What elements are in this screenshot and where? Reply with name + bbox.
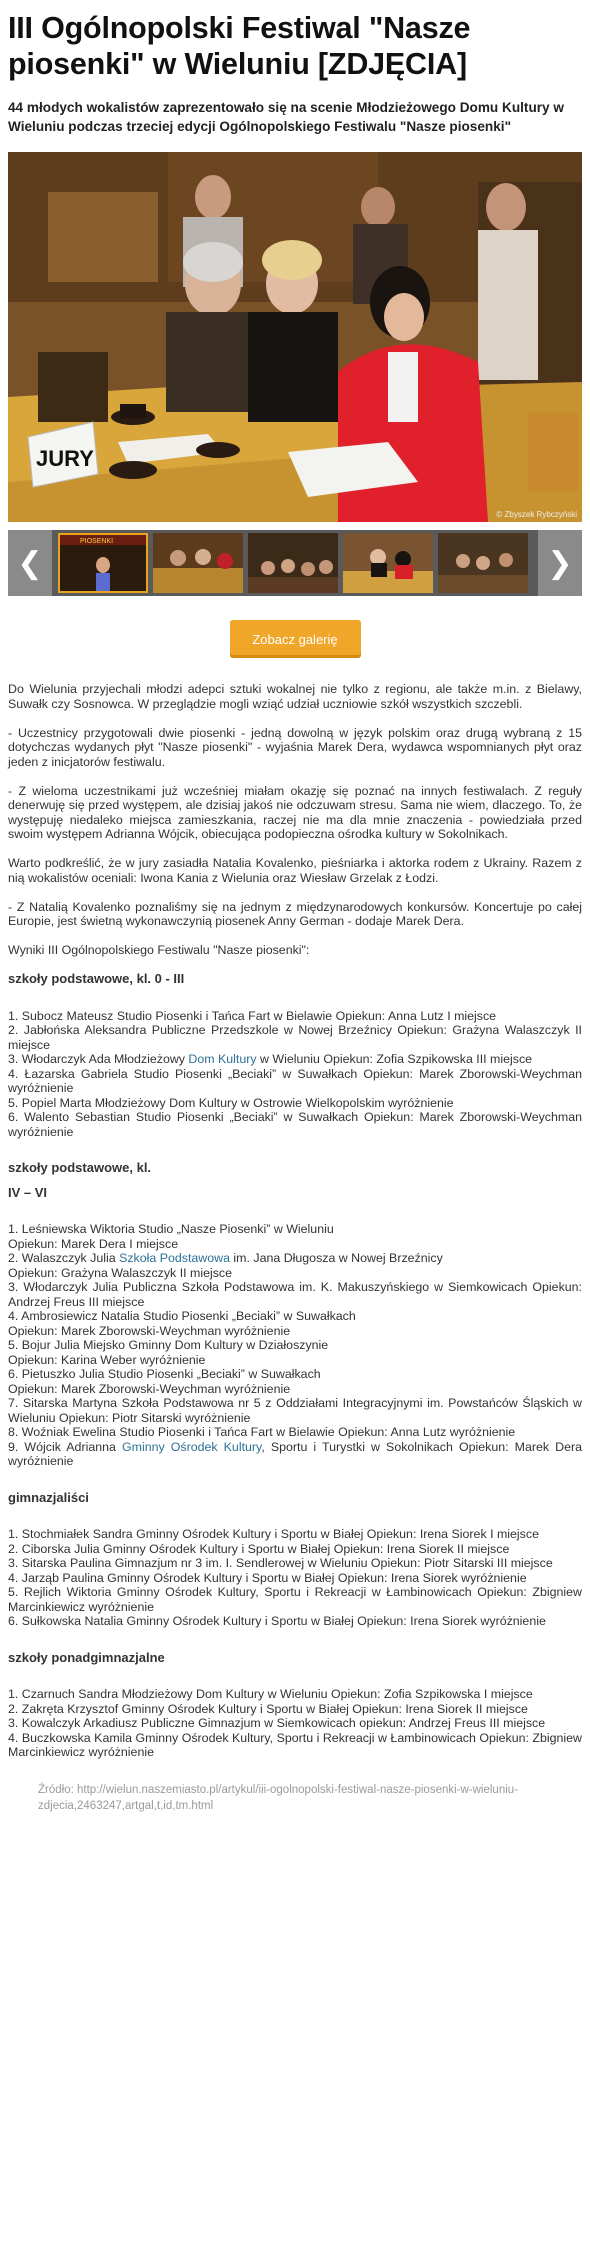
gallery-prev-button[interactable]	[8, 530, 52, 596]
inline-link[interactable]: Dom Kultury	[188, 1052, 257, 1066]
list-item-text: 4. Ambrosiewicz Natalia Studio Piosenki „Beciaki” w Suwałkach	[8, 1309, 356, 1323]
paragraph: - Z Natalią Kovalenko poznaliśmy się na jednym z międzynarodowych konkursów. Koncertuje po całej Europie, jest świetną wykonawczynią piosenek Anny German - dodaje Marek Dera.	[8, 899, 582, 928]
list-item	[8, 1052, 582, 1067]
gallery-thumbnail[interactable]	[343, 533, 433, 593]
gallery-thumbnail[interactable]	[58, 533, 148, 593]
list-item	[8, 1324, 582, 1339]
list-item	[8, 1382, 582, 1397]
inline-link[interactable]: Gminny Ośrodek Kultury	[121, 1439, 262, 1454]
list-item-text: 5. Bojur Julia Miejsko Gminny Dom Kultury w Działoszynie	[8, 1338, 329, 1352]
list-item-text: 9. Wójcik Adrianna	[8, 1439, 122, 1454]
list-item	[8, 1280, 582, 1309]
list-item-text: 4. Buczkowska Kamila Gminny Ośrodek Kultury, Sportu i Rekreacji w Łambinowicach Opiekun: Zbigniew Marcinkiewicz wyróżnienie	[8, 1730, 582, 1759]
list-item	[8, 1731, 582, 1760]
list-item	[8, 1096, 582, 1111]
list-item-text: 2. Zakręta Krzysztof Gminny Ośrodek Kultury i Sportu w Białej Opiekun: Irena Siorek II miejsce	[8, 1701, 528, 1716]
list-item-text: , Sportu i Turystki w Sokolnikach Opiekun: Marek Dera wyróżnienie	[8, 1439, 582, 1468]
gallery-thumbnail[interactable]	[248, 533, 338, 593]
list-item	[8, 1614, 582, 1629]
list-item-text: Opiekun: Marek Dera I miejsce	[8, 1236, 179, 1251]
list-item-text: 6. Walento Sebastian Studio Piosenki „Beciaki” w Suwałkach Opiekun: Marek Zborowski-Weychman wyróżnienie	[8, 1110, 582, 1139]
list-item-text: Opiekun: Marek Zborowski-Weychman wyróżnienie	[8, 1381, 291, 1396]
list-item-text: Opiekun: Marek Zborowski-Weychman wyróżnienie	[8, 1323, 291, 1338]
gallery-next-button[interactable]	[538, 530, 582, 596]
list-item-text: 4. Łazarska Gabriela Studio Piosenki „Beciaki” w Suwałkach Opiekun: Marek Zborowski-Weychman wyróżnienie	[8, 1066, 582, 1095]
list-item	[8, 1440, 582, 1469]
section-heading: gimnazjaliści	[8, 1489, 89, 1505]
list-item-text: 2. Walaszczyk Julia	[8, 1251, 120, 1265]
list-item	[8, 1023, 582, 1052]
list-item	[8, 1067, 582, 1096]
section-heading: szkoły podstawowe, kl. 0 - III	[8, 971, 185, 986]
list-item-text: 6. Sułkowska Natalia Gminny Ośrodek Kultury i Sportu w Białej Opiekun: Irena Siorek wyróżnienie	[8, 1614, 546, 1628]
list-item-text: 3. Kowalczyk Arkadiusz Publiczne Gimnazjum w Siemkowicach opiekun: Andrzej Freus III miejsce	[8, 1716, 546, 1730]
article-body	[8, 682, 582, 1760]
thumbnail-image	[248, 533, 338, 593]
list-item	[8, 1009, 582, 1024]
list-item	[8, 1353, 582, 1368]
list-item-text: w Wieluniu Opiekun: Zofia Szpikowska III miejsce	[256, 1052, 533, 1066]
list-item-text: 2. Ciborska Julia Gminny Ośrodek Kultury i Sportu w Białej Opiekun: Irena Siorek II miejsce	[8, 1541, 510, 1556]
paragraph: Warto podkreślić, że w jury zasiadła Natalia Kovalenko, pieśniarka i aktorka rodem z Ukrainy. Razem z nią wokalistów oceniali: Iwona Kania z Wielunia oraz Wiesław Grzelak z Łodzi.	[8, 856, 582, 885]
article-lead: 44 młodych wokalistów zaprezentowało się na scenie Młodzieżowego Domu Kultury w Wieluniu podczas trzeciej edycji Ogólnopolskiego Festiwalu "Nasze piosenki"	[8, 100, 564, 134]
view-gallery-button[interactable]: Zobacz galerię	[230, 620, 361, 658]
results-list	[8, 1009, 582, 1140]
chevron-left-icon: ❮	[17, 546, 43, 580]
gallery-button-row	[8, 596, 582, 682]
list-item	[8, 1425, 582, 1440]
thumbnail-strip	[8, 530, 582, 596]
list-item	[8, 1571, 582, 1586]
list-item-text: 6. Pietuszko Julia Studio Piosenki „Beciaki” w Suwałkach	[8, 1367, 321, 1381]
list-item-text: 3. Włodarczyk Ada Młodzieżowy	[8, 1052, 189, 1066]
paragraph: - Uczestnicy przygotowali dwie piosenki - jedną dowolną w język polskim oraz drugą wybraną z 15 dotychczas wydanych płyt "Nasze piosenki" - wyjaśnia Marek Dera, wydawca wspomnianych płyt oraz jeden z inicjatorów festiwalu.	[8, 725, 582, 769]
list-item-text: 5. Popiel Marta Młodzieżowy Dom Kultury w Ostrowie Wielkopolskim wyróżnienie	[8, 1095, 454, 1110]
list-item-text: 1. Leśniewska Wiktoria Studio „Nasze Piosenki” w Wieluniu	[8, 1222, 334, 1236]
paragraph: - Z wieloma uczestnikami już wcześniej miałam okazję się poznać na innych festiwalach. Z reguły denerwuję się przed występem, ale dzisiaj jakoś nie odczuwam stresu. Sama nie wiem, dlaczego. To, że występuję niedaleko miejsca zamieszkania, raczej nie ma dla mnie znaczenia - powiedziała przed swoim występem Adrianna Wójcik, obiecująca podopieczna ośrodka kultury w Sokolnikach.	[8, 783, 582, 841]
thumbnail-image	[343, 533, 433, 593]
photo-illustration	[8, 152, 582, 522]
gallery-thumbnail[interactable]	[438, 533, 528, 593]
paragraph: Wyniki III Ogólnopolskiego Festiwalu "Nasze piosenki":	[8, 943, 310, 957]
list-item	[8, 1266, 582, 1281]
thumbnail-image	[153, 533, 243, 593]
photo-credit: © Zbyszek Rybczyński	[496, 510, 577, 519]
list-item	[8, 1396, 582, 1425]
results-list	[8, 1527, 582, 1629]
list-item-text: im. Jana Długosza w Nowej Brzeźnicy	[229, 1251, 443, 1265]
list-item-text: 1. Subocz Mateusz Studio Piosenki i Tańca Fart w Bielawie Opiekun: Anna Lutz I miejsce	[8, 1008, 497, 1023]
list-item	[8, 1527, 582, 1542]
list-item-text: 8. Woźniak Ewelina Studio Piosenki i Tańca Fart w Bielawie Opiekun: Anna Lutz wyróżnienie	[8, 1425, 516, 1439]
thumbnail-image	[438, 533, 528, 593]
main-photo[interactable]	[8, 152, 582, 522]
chevron-right-icon: ❯	[547, 546, 573, 580]
list-item-text: 3. Włodarczyk Julia Publiczna Szkoła Podstawowa im. K. Makuszyńskiego w Siemkowicach Opiekun: Andrzej Freus III miejsce	[8, 1280, 582, 1309]
list-item	[8, 1716, 582, 1731]
results-list	[8, 1222, 582, 1469]
list-item-text: 2. Jabłońska Aleksandra Publiczne Przedszkole w Nowej Brzeźnicy Opiekun: Grażyna Walaszczyk II miejsce	[8, 1023, 582, 1052]
list-item-text: 4. Jarząb Paulina Gminny Ośrodek Kultury i Sportu w Białej Opiekun: Irena Siorek wyróżnienie	[8, 1570, 527, 1585]
list-item	[8, 1585, 582, 1614]
list-item-text: 7. Sitarska Martyna Szkoła Podstawowa nr 5 z Oddziałami Integracyjnymi im. Powstańców Śląskich w Wieluniu Opiekun: Piotr Sitarski wyróżnienie	[8, 1396, 582, 1425]
list-item	[8, 1542, 582, 1557]
results-list	[8, 1687, 582, 1760]
list-item	[8, 1251, 582, 1266]
list-item	[8, 1309, 582, 1324]
list-item-text: 3. Sitarska Paulina Gimnazjum nr 3 im. I. Sendlerowej w Wieluniu Opiekun: Piotr Sitarski III miejsce	[8, 1556, 553, 1570]
section-heading: szkoły ponadgimnazjalne	[8, 1649, 165, 1665]
list-item	[8, 1110, 582, 1139]
section-heading: szkoły podstawowe, kl.	[8, 1160, 152, 1175]
list-item	[8, 1702, 582, 1717]
list-item-text: 1. Czarnuch Sandra Młodzieżowy Dom Kultury w Wieluniu Opiekun: Zofia Szpikowska I miejsce	[8, 1687, 533, 1701]
list-item-text: Opiekun: Grażyna Walaszczyk II miejsce	[8, 1265, 233, 1280]
list-item-text: 1. Stochmiałek Sandra Gminny Ośrodek Kultury i Sportu w Białej Opiekun: Irena Siorek I miejsce	[8, 1527, 539, 1541]
inline-link[interactable]: Szkoła Podstawowa	[119, 1251, 230, 1265]
list-item	[8, 1556, 582, 1571]
list-item-text: 5. Rejlich Wiktoria Gminny Ośrodek Kultury, Sportu i Rekreacji w Łambinowicach Opiekun: Zbigniew Marcinkiewicz wyróżnienie	[8, 1585, 582, 1614]
thumbnail-banner: PIOSENKI	[80, 538, 114, 545]
jury-sign: JURY	[36, 446, 94, 471]
list-item	[8, 1367, 582, 1382]
list-item	[8, 1222, 582, 1237]
gallery-thumbnail[interactable]	[153, 533, 243, 593]
list-item-text: Opiekun: Karina Weber wyróżnienie	[8, 1352, 206, 1367]
page-title: III Ogólnopolski Festiwal "Nasze piosenki" w Wieluniu [ZDJĘCIA]	[8, 11, 471, 81]
list-item	[8, 1687, 582, 1702]
section-subheading: IV – VI	[8, 1184, 48, 1200]
list-item	[8, 1338, 582, 1353]
source-link[interactable]: Źródło: http://wielun.naszemiasto.pl/artykul/iii-ogolnopolski-festiwal-nasze-piosenki-w-wieluniu-zdjecia,2463247,artgal,t,id,tm.html	[38, 1783, 519, 1812]
list-item	[8, 1237, 582, 1252]
paragraph: Do Wielunia przyjechali młodzi adepci sztuki wokalnej nie tylko z regionu, ale także m.in. z Bielawy, Suwałk czy Sosnowca. W przeglądzie mogli wziąć udział uczniowie szkół wszystkich szczebli.	[8, 682, 582, 711]
thumbnail-image	[58, 533, 148, 593]
